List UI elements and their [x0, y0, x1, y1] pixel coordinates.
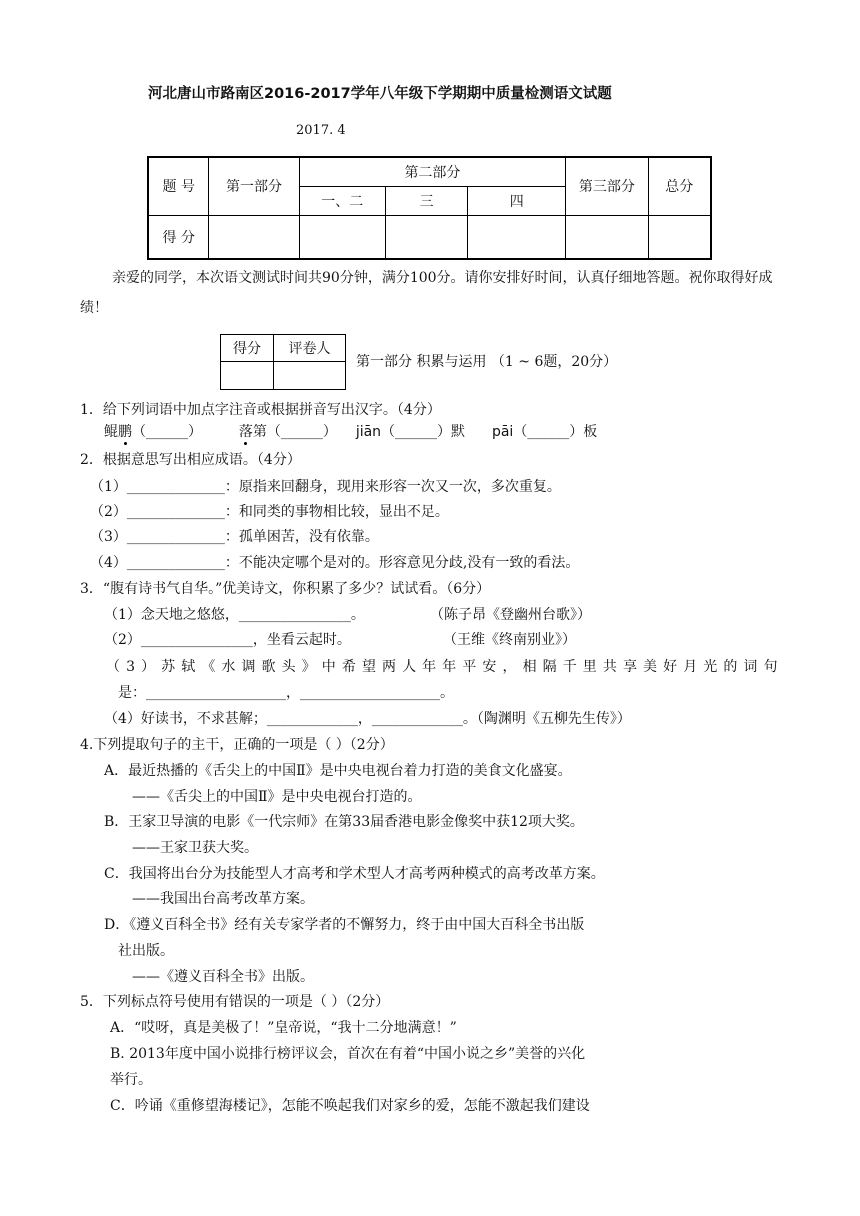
- q5-option-b-line2: 举行。: [110, 1072, 152, 1088]
- grader-header-grader: 评卷人: [274, 335, 346, 362]
- q4-option-b-answer: ——王家卫获大奖。: [132, 840, 258, 856]
- q4-option-a-answer: ——《舌尖上的中国Ⅱ》是中央电视台打造的。: [132, 789, 422, 805]
- part1-heading: 第一部分 积累与运用 （1 ~ 6题，20分）: [356, 354, 618, 370]
- q5-option-b-line1[interactable]: B. 2013年度中国小说排行榜评议会，首次在有着“中国小说之乡”美誉的兴化: [110, 1046, 586, 1062]
- grader-header-score: 得分: [221, 335, 274, 362]
- q1-word2-char2: 第: [252, 424, 267, 440]
- score-cell-sub-4[interactable]: [468, 215, 566, 259]
- q3-item4[interactable]: （4）好读书，不求甚解；_____________，_____________。（陶渊明《五柳先生传》）: [104, 711, 631, 727]
- q4-option-c[interactable]: C．我国将出台分为技能型人才高考和学术型人才高考两种模式的高考改革方案。: [104, 866, 605, 882]
- document-title: 河北唐山市路南区2016-2017学年八年级下学期期中质量检测语文试题: [148, 86, 612, 102]
- q1-word1-dotted-char: 鹏: [118, 424, 132, 440]
- q1-blank3[interactable]: （______）默: [381, 424, 466, 440]
- q1-stem: 1．给下列词语中加点字注音或根据拼音写出汉字。（4分）: [80, 402, 441, 418]
- q3-item2-source: （王维《终南别业》）: [443, 632, 576, 648]
- q1-word2-dotted-char: 落: [238, 424, 253, 440]
- q2-item4[interactable]: （4）______________：不能决定哪个是对的。形容意见分歧,没有一致的看法。: [90, 555, 580, 571]
- q1-pinyin4: pāi: [491, 424, 514, 440]
- grader-table: [220, 334, 346, 390]
- q2-stem: 2．根据意思写出相应成语。（4分）: [80, 452, 301, 468]
- header-sub-1-2: 一、二: [299, 186, 385, 215]
- intro-paragraph: 亲爱的同学，本次语文测试时间共90分钟，满分100分。请你安排好时间，认真仔细地答题。祝你取得好成绩！: [80, 270, 773, 316]
- q3-stem: 3．“腹有诗书气自华。”优美诗文，你积累了多少？试试看。（6分）: [80, 581, 491, 597]
- q4-option-b[interactable]: B．王家卫导演的电影《一代宗师》在第33届香港电影金像奖中获12项大奖。: [104, 814, 584, 830]
- q5-stem: 5．下列标点符号使用有错误的一项是（ ）（2分）: [80, 994, 390, 1010]
- q4-option-d-line2: 社出版。: [118, 943, 174, 959]
- q2-item3[interactable]: （3）______________：孤单困苦，没有依靠。: [90, 529, 379, 545]
- q3-item1-source: （陈子昂《登幽州台歌》）: [430, 607, 591, 623]
- q3-item2[interactable]: （2）________________，坐看云起时。: [104, 632, 351, 648]
- q4-option-a[interactable]: A．最近热播的《舌尖上的中国Ⅱ》是中央电视台着力打造的美食文化盛宴。: [104, 763, 572, 779]
- q1-blank4[interactable]: （______）板: [513, 424, 598, 440]
- q4-option-d-line1[interactable]: D．《遵义百科全书》经有关专家学者的不懈努力，终于由中国大百科全书出版: [104, 917, 585, 933]
- exam-date: 2017. 4: [296, 123, 346, 138]
- q1-word1-char1: 鲲: [104, 424, 118, 440]
- q4-stem: 4.下列提取句子的主干，正确的一项是（ ）（2分）: [80, 737, 394, 753]
- score-cell-sub-3[interactable]: [385, 215, 467, 259]
- grader-cell-grader[interactable]: [274, 362, 346, 390]
- q2-item1[interactable]: （1）______________：原指来回翻身，现用来形容一次又一次，多次重复。: [90, 479, 561, 495]
- q1-blank1[interactable]: （______）: [132, 424, 202, 440]
- q1-blank2[interactable]: （______）: [266, 424, 337, 440]
- q5-option-a[interactable]: A．“哎呀，真是美极了！”皇帝说，“我十二分地满意！”: [110, 1020, 457, 1036]
- header-part2: 第二部分: [299, 157, 566, 186]
- q4-option-c-answer: ——我国出台高考改革方案。: [132, 891, 314, 907]
- header-total: 总分: [648, 157, 711, 215]
- q3-item3-line1: （ 3 ） 苏 轼 《 水 调 歌 头 》 中 希 望 两 人 年 年 平 安 ， 相 隔 千 里 共 享 美 好 月 光 的 词 句: [106, 659, 778, 675]
- score-cell-part1[interactable]: [209, 215, 299, 259]
- score-cell-total[interactable]: [648, 215, 711, 259]
- q3-item1[interactable]: （1）念天地之悠悠，________________。: [104, 607, 365, 623]
- q5-option-c-line1[interactable]: C．吟诵《重修望海楼记》，怎能不唤起我们对家乡的爱，怎能不激起我们建设: [110, 1098, 590, 1114]
- header-part3: 第三部分: [566, 157, 648, 215]
- score-cell-part3[interactable]: [566, 215, 648, 259]
- q3-item3-line2[interactable]: 是：____________________，____________________。: [118, 685, 454, 701]
- row-defen-label: 得 分: [148, 215, 209, 259]
- header-sub-4: 四: [468, 186, 566, 215]
- q1-pinyin3: jiān: [355, 424, 382, 440]
- q2-item2[interactable]: （2）______________：和同类的事物相比较，显出不足。: [90, 504, 449, 520]
- q1-items: [104, 425, 597, 439]
- header-tihao: 题 号: [148, 157, 209, 215]
- header-sub-3: 三: [385, 186, 467, 215]
- score-cell-sub-1-2[interactable]: [299, 215, 385, 259]
- q4-option-d-answer: ——《遵义百科全书》出版。: [132, 969, 314, 985]
- header-part1: 第一部分: [209, 157, 299, 215]
- grader-cell-score[interactable]: [221, 362, 274, 390]
- score-table: [147, 156, 712, 260]
